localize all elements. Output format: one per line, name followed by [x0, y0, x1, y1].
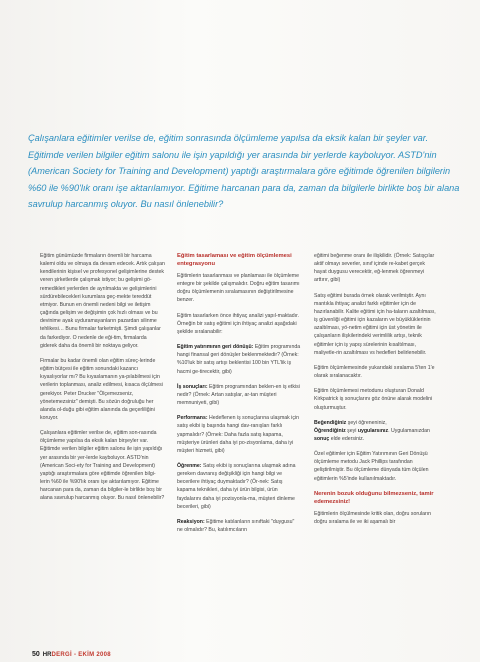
- quote-text: şeyi: [345, 427, 358, 434]
- quote-text: elde edersiniz.: [329, 435, 365, 442]
- lead-paragraph: Çalışanlara eğitimler verilse de, eğitim sonrasında ölçümleme yapılsa da eksik kalan bir şeyler var. Eğitimde verilen bilgiler eğitim salonu ile işin yapıldığı yer arasında bir yerlerde kayboluyor. ASTD'nin (American Society for Training and Development) yaptığı araştırmalara göre eğitimde öğrenilen bilgilerin %60 ile %90'lık oranı işe aktarılamıyor. Eğitime harcanan para da, zaman da bilgilerle birlikte boş bir alana savrulup harcanmış oluyor. Bu nasıl önlenebilir?: [28, 133, 460, 209]
- quote-bold: Öğrendiğiniz: [314, 427, 346, 434]
- list-item: [177, 383, 301, 407]
- item-heading: Eğitim yatırımının geri dönüşü:: [177, 344, 254, 351]
- body-paragraph: Firmalar bu kadar önemli olan eğitim süreç-lerinde eğitim bütçesi ile eğitim sonundaki kazancı kıyaslıyorlar mı? Bu kıyaslamanın ya-pılabilmesi için verilerin toplanması, analiz edilmesi, kısaca ölçülmesi gerekiyor. Peter Drucker "Ölçemezseniz, yönetemezsiniz" demişti. Bu sözün doğruluğu her alanda ol-duğu gibi eğitim alanında da geçerliliğini koruyor.: [40, 357, 163, 421]
- quote-bold: Beğendiğiniz: [314, 419, 347, 426]
- item-heading: Performans:: [177, 415, 208, 422]
- item-text: Satış ekibi iş sonuçlarına ulaşmak adına gereken davranış değişikliği için hangi bilgi ve becerilere ihtiyaç duymaktadır? (Ör-nek: Satış kapama teknikleri, daha iyi ürün bilgisi, ürün faydalarını daha iyi pozisyonla-ma, müşteri dinleme becerileri, gibi): [177, 462, 296, 510]
- kirkpatrick-quote: [314, 419, 438, 443]
- body-paragraph: Eğitim ölçümlemesinde yukarıdaki sıralama 5'ten 1'e olarak sıralanacaktır.: [314, 364, 435, 380]
- column-3: [314, 252, 438, 533]
- body-paragraph: Eğitimlerin ölçülmesinde kritik olan, doğru soruların doğru sıralama ile ve iki aşamalı bir: [314, 510, 432, 525]
- body-paragraph: Eğitimlerin tasarlanması ve planlaması ile ölçümleme entegre bir şekilde çalışmalıdır. Doğru eğitim tasarımı doğru ölçümlemenin sıralamasının değiştirilmesine benzer.: [177, 273, 300, 304]
- magazine-brand: HR: [42, 652, 52, 658]
- quote-bold: sonuç: [314, 435, 330, 442]
- item-text: Hedeflenen iş sonuçlarına ulaşmak için satış ekibi iş başında hangi dav-ranışları farklı yapmalıdır? (Örnek: Daha fazla satış kapama, müşteriye ürünleri daha iyi po-zisyonlama, daha iyi müşteri hizmeti, gibi): [177, 415, 299, 454]
- body-paragraph: Özel eğitimler için Eğitim Yatırımının Geri Dönüşü ölçümleme metodu Jack Phillips tarafından geliştirilmiştir. Bu ölçümleme dünyada tüm ölçülen eğitimlerin %5'inde kullanılmaktadır.: [314, 451, 429, 482]
- body-paragraph: Eğitim günümüzde firmaların önemli bir harcama kalemi oldu ve olmaya da devam edecek. Artık çalışan kendilerinin kişisel ve profesyonel gelişimlerine destek veren şirketlerde çalışmak istiyor; bu gelişimi gö-remedikleri yerlerden de ayrılmakta ve gelişimlerini sürdürebilecekleri kurumlara geç-mekte tereddüt etmiyor. Bunun en önemli nedeni bilgi ve iletişim çağında gelişim ve değişimin çok hızlı olması ve bu devinime ayak uyduramayanların pazardan silinme tehlikesi… Bunu firmalar farketmişti. Şimdi çalışanlar da farkediyor. O nedenle de eği-tim, firmalarda giderek daha da önemli bir noktaya geliyor.: [40, 253, 165, 349]
- body-paragraph: Satış eğitimi burada örnek olarak verilmiştir. Aynı mantıkla ihtiyaç analizi farklı eğitimler için de hazırlanabilir. Kalite eğitimi için ha-taların azaltılması, iş güvenliği eğitimi için kazaların ve büyüklüklerinin azaltılması, yö-netim eğitimi için üst yönetim ile çalışanların ilişkilerindeki verimlilik artışı, teknik eğitimler için iş yapış sürelerinin kısaltılması, maliyetle-rin azaltılması vs hedefleri belirlenebilir.: [314, 292, 436, 356]
- item-heading: Reaksiyon:: [177, 518, 205, 525]
- list-item: [177, 414, 301, 455]
- quote-text: şeyi öğreneniniz,: [346, 419, 387, 426]
- page-footer: [32, 651, 111, 658]
- body-paragraph: Eğitim tasarlarken önce ihtiyaç analizi yapıl-maktadır. Örneğin bir satış eğitimi için ihtiyaç analizi aşağıdaki şekilde sıralanabilir:: [177, 312, 299, 335]
- body-paragraph: eğitimi beğenme oranı ile ilişkilidir. (Örnek: Satışçılar aktif olmayı severler, sınıf içinde re-kabet gerçek hayat duygusu verecektir, eğ-lenmek öğrenmeyi arttırır, gibi): [314, 253, 435, 284]
- item-text: Eğitim programında hangi finansal geri dönüşler beklenmektedir? (Örnek: %10'luk bir satış artışı beklentisi 100 bin YTL'lik iş hacmi ge-tirecektir, gibi): [177, 344, 301, 375]
- column-2: [177, 252, 301, 541]
- section-heading: Eğitim tasarlaması ve eğitim ölçümlemesi entegrasyonu: [177, 253, 292, 267]
- issue-label: DERGİ - EKİM 2008: [51, 652, 111, 658]
- quote-bold: uygularsınız: [357, 427, 389, 434]
- body-paragraph: Eğitim ölçümlemesi metodunu oluşturan Donald Kirkpatrick iş sonuçlarını göz önüne alarak modelini oluşturmuştur.: [314, 388, 433, 411]
- page-number: 50: [32, 651, 40, 658]
- item-heading: Öğrenme:: [177, 462, 202, 469]
- item-text: Eğitime katılanların sınıftaki "duygusu" ne olmalıdır? Bu, katılımcıların: [177, 518, 295, 534]
- list-item: [177, 462, 301, 511]
- item-text: Eğitim programından beklen-en iş etkisi nedir? (Örnek: Artan satışlar, ar-tan müşteri memnuniyeti, gibi): [177, 383, 300, 407]
- list-item: [177, 518, 301, 534]
- column-1: [40, 252, 165, 510]
- section-heading: Nerenin bozuk olduğunu bilmezseniz, tamir edemezsiniz!: [314, 490, 434, 505]
- quote-text: . Uygulamanızdan: [388, 427, 430, 434]
- item-heading: İş sonuçları:: [177, 383, 208, 390]
- body-paragraph: Çalışanlara eğitimler verilse de, eğitim son-rasında ölçümleme yapılsa da eksik kalan birşeyler var. Eğitimde verilen bilgiler eğitim salonu ile işin yapıldığı yer arasında bir yer-lerde kayboluyor. ASTD'nin (American Soci-ety for Training and Development) yaptığı araştırmalara göre eğitimde öğrenilen bilgi-lerin %60 ile %90'lık oranı işe aktarılamıyor. Eğitime harcanan para da, zaman da bilgiler-le birlikte boş bir alana savrulup harcanmış oluyor. Bu nasıl önlenebilir?: [40, 430, 165, 502]
- list-item: [177, 343, 301, 376]
